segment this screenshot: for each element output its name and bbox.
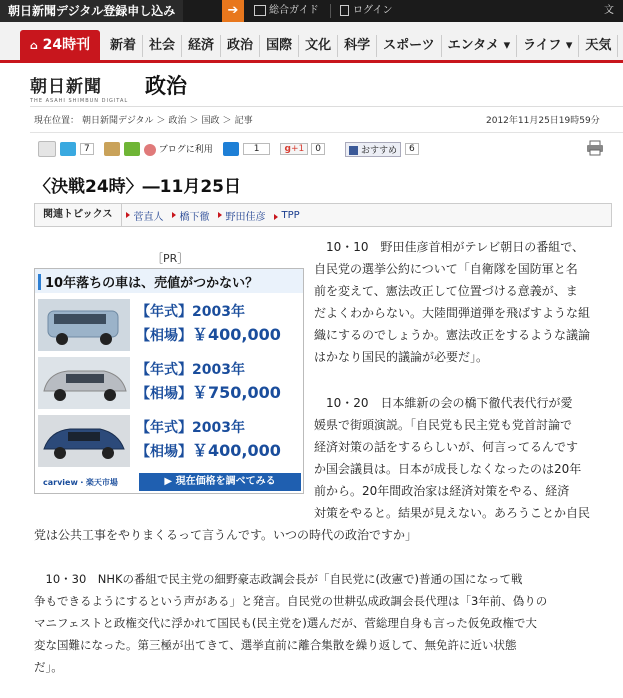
guide-label: 総合ガイド bbox=[269, 5, 319, 16]
font-size-label[interactable]: 文 bbox=[604, 5, 614, 16]
facebook-like-button[interactable] bbox=[345, 142, 401, 157]
ad-year: 【年式】2003年 bbox=[136, 420, 245, 436]
hatena-icon[interactable] bbox=[223, 142, 239, 156]
blog-link[interactable] bbox=[144, 142, 213, 156]
arrow-right-icon[interactable]: ➔ bbox=[222, 0, 244, 22]
text-line: 織にするのでしょうか。憲法改正をするような議論 bbox=[314, 328, 591, 342]
ad-header bbox=[35, 269, 303, 293]
ad-headline: 10年落ちの車は、売値がつかない？ bbox=[45, 276, 259, 291]
facebook-label: おすすめ bbox=[360, 145, 398, 156]
tab-24jikan-label: 24時刊 bbox=[42, 37, 91, 53]
breadcrumb-sep: ＞ bbox=[189, 116, 199, 126]
carview-logo: carview・楽天市場 bbox=[43, 478, 118, 487]
text-line: 自民党の選挙公約について「自衛隊を国防軍と名 bbox=[314, 262, 578, 276]
breadcrumb bbox=[34, 113, 256, 126]
nav-item-entame[interactable]: エンタメ ▾ bbox=[442, 35, 518, 57]
nav-item-kokusai[interactable]: 国際 bbox=[260, 35, 299, 57]
car-ad[interactable] bbox=[34, 268, 304, 494]
publish-date: 2012年11月25日19時59分 bbox=[486, 116, 600, 126]
lock-icon bbox=[340, 5, 349, 16]
logo-text: 朝日新聞 bbox=[30, 77, 102, 97]
article-paragraph bbox=[314, 392, 619, 524]
text-line: はかなり国民的議論が必要だ」。 bbox=[314, 350, 489, 364]
text-line: 対策をやると。結果が見えない。あろうことか自民 bbox=[314, 506, 591, 520]
twitter-count: 7 bbox=[80, 143, 94, 155]
article-paragraph bbox=[34, 568, 622, 678]
blog-icon bbox=[144, 144, 156, 156]
guide-link[interactable] bbox=[254, 0, 319, 22]
text-line: 媛県で街頭演説。「自民党も民主党も党首討論で bbox=[314, 418, 573, 432]
blog-label: ブログに利用 bbox=[158, 145, 213, 156]
book-icon bbox=[254, 5, 266, 16]
nav-item-seiji[interactable]: 政治 bbox=[221, 35, 260, 57]
login-label: ログイン bbox=[353, 5, 393, 16]
facebook-icon bbox=[349, 146, 358, 155]
text-line: 党は公共工事をやりまくるって言うんです。いつの時代の政治ですか」 bbox=[34, 528, 418, 542]
check-price-button[interactable]: ▶ 現在価格を調べてみる bbox=[139, 473, 301, 491]
nav-item-kagaku[interactable]: 科学 bbox=[338, 35, 377, 57]
breadcrumb-sep: ＞ bbox=[222, 116, 232, 126]
ad-price: 【相場】￥400,000 bbox=[136, 441, 281, 460]
article-paragraph-tail bbox=[34, 524, 620, 546]
nav-item-shinchaku[interactable]: 新着 bbox=[104, 35, 143, 57]
section-title: 政治 bbox=[145, 74, 187, 98]
nav-item-life[interactable]: ライフ ▾ bbox=[517, 35, 579, 57]
ad-price: 【相場】￥750,000 bbox=[136, 383, 281, 402]
register-link[interactable]: 朝日新聞デジタル登録申し込み bbox=[0, 0, 183, 22]
ad-accent-bar bbox=[38, 274, 41, 290]
nav-item-bunka[interactable]: 文化 bbox=[299, 35, 338, 57]
car-image bbox=[38, 357, 130, 409]
top-bar bbox=[0, 0, 623, 22]
hatena-count: 1 bbox=[243, 143, 271, 155]
text-line: 経済対策の話をするらしいが、何言ってるんです bbox=[314, 440, 579, 454]
text-line: 前から。20年間政治家は経済対策をやる、経済 bbox=[314, 484, 570, 498]
text-line: 10・30 NHKの番組で民主党の細野豪志政調会長が「自民党に(改憲で)普通の国になって戦 bbox=[34, 572, 523, 586]
text-line: 変な国難になった。第三極が出てきて、選挙直前に離合集散を繰り返して、無免許に近い状態 bbox=[34, 638, 517, 652]
text-line: だよくわからない。大陸間弾道弾を飛ばすような組 bbox=[314, 306, 591, 320]
car-image bbox=[38, 415, 130, 467]
evernote-icon[interactable] bbox=[124, 142, 140, 156]
breadcrumb-sep: ＞ bbox=[156, 116, 166, 126]
pr-label: ［PR］ bbox=[152, 252, 189, 265]
facebook-count: 6 bbox=[405, 143, 419, 155]
ad-footer bbox=[35, 473, 303, 493]
text-line: 10・10 野田佳彦首相がテレビ朝日の番組で、 bbox=[314, 240, 585, 254]
printer-icon[interactable] bbox=[586, 140, 604, 156]
ad-price: 【相場】￥400,000 bbox=[136, 325, 281, 344]
social-share-bar bbox=[38, 140, 429, 158]
ad-car-info bbox=[136, 417, 281, 461]
topic-link[interactable]: TPP bbox=[270, 210, 304, 221]
text-line: 10・20 日本維新の会の橋下徹代表代行が愛 bbox=[314, 396, 573, 410]
ad-car-info bbox=[136, 301, 281, 345]
breadcrumb-label: 現在位置： bbox=[34, 116, 80, 126]
related-topics-label: 関連トピックス bbox=[35, 204, 122, 226]
breadcrumb-item[interactable]: 国政 bbox=[201, 116, 220, 126]
gplus-button[interactable] bbox=[280, 143, 308, 155]
topic-link[interactable]: 野田佳彦 bbox=[214, 208, 270, 223]
mixi-icon[interactable] bbox=[104, 142, 120, 156]
home-icon: ⌂ bbox=[29, 39, 38, 52]
nav-items bbox=[104, 35, 618, 57]
breadcrumb-item: 記事 bbox=[234, 116, 253, 126]
nav-item-shakai[interactable]: 社会 bbox=[143, 35, 182, 57]
nav-item-keizai[interactable]: 経済 bbox=[182, 35, 221, 57]
breadcrumb-item[interactable]: 政治 bbox=[168, 116, 187, 126]
text-line: か国会議員は。日本が成長しなくなったのは20年 bbox=[314, 462, 582, 476]
divider bbox=[330, 4, 331, 18]
site-logo[interactable] bbox=[30, 72, 128, 104]
ad-car-info bbox=[136, 359, 281, 403]
ad-car-row[interactable] bbox=[38, 355, 300, 411]
article-title: 〈決戦24時〉―11月25日 bbox=[34, 177, 241, 197]
text-line: 争もできるようにするという声がある」と発言。自民党の世耕弘成政調会長代理は「3年前、偽りの bbox=[34, 594, 548, 608]
topic-link[interactable]: 橋下徹 bbox=[168, 208, 214, 223]
nav-item-sports[interactable]: スポーツ bbox=[377, 35, 441, 57]
nav-item-tenki[interactable]: 天気 bbox=[579, 35, 618, 57]
twitter-icon[interactable] bbox=[60, 142, 76, 156]
text-line: だ」。 bbox=[34, 660, 63, 674]
gplus-icon: g bbox=[284, 144, 291, 154]
gplus-label: +1 bbox=[290, 144, 305, 154]
topic-link[interactable]: 菅直人 bbox=[122, 208, 168, 223]
main-nav bbox=[0, 22, 623, 63]
text-line: マニフェストと政権交代に浮かれて国民も(民主党を)選んだが、菅総理自身も言った仮免政権で大 bbox=[34, 616, 537, 630]
car-image bbox=[38, 299, 130, 351]
breadcrumb-item[interactable]: 朝日新聞デジタル bbox=[82, 116, 154, 126]
tab-24jikan[interactable] bbox=[20, 30, 100, 60]
text-line: 前を変えて、憲法改正して位置づける意義が、ま bbox=[314, 284, 578, 298]
article-paragraph bbox=[314, 236, 614, 368]
divider bbox=[30, 106, 623, 107]
ad-car-row[interactable] bbox=[38, 297, 300, 353]
ad-car-row[interactable] bbox=[38, 413, 300, 469]
gplus-count: 0 bbox=[311, 143, 325, 155]
login-link[interactable] bbox=[340, 0, 393, 22]
mail-icon[interactable] bbox=[38, 141, 56, 157]
related-topics bbox=[34, 203, 612, 227]
ad-year: 【年式】2003年 bbox=[136, 304, 245, 320]
ad-year: 【年式】2003年 bbox=[136, 362, 245, 378]
logo-subtext: THE ASAHI SHIMBUN DIGITAL bbox=[30, 98, 129, 104]
divider bbox=[30, 132, 623, 133]
